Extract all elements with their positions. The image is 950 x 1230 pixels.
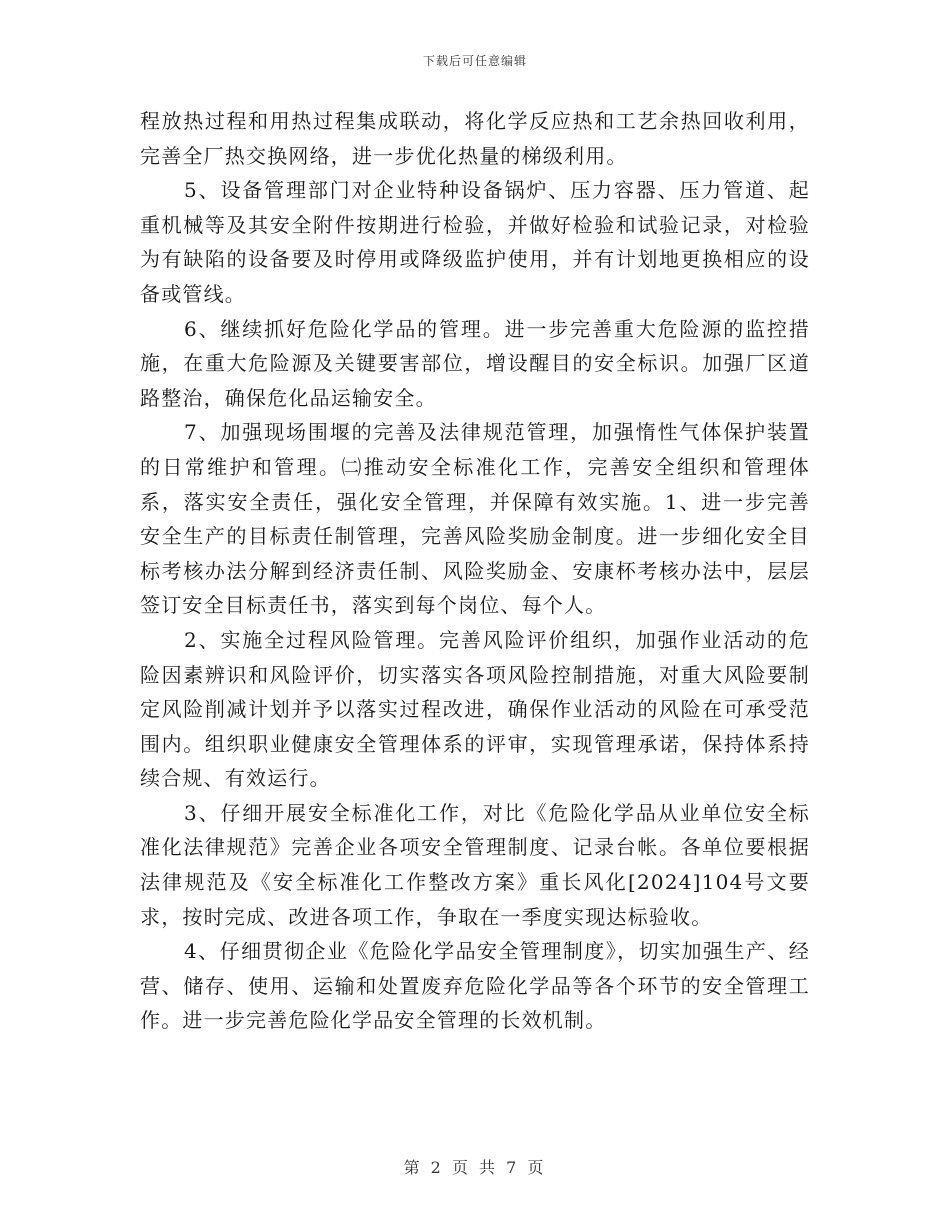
page-number-footer: 第 2 页 共 7 页 bbox=[403, 1158, 547, 1177]
paragraph-item-6: 6、继续抓好危险化学品的管理。进一步完善重大危险源的监控措施，在重大危险源及关键要害部位，增设醒目的安全标识。加强厂区道路整治，确保危化品运输安全。 bbox=[140, 316, 810, 410]
paragraph-item-5: 5、设备管理部门对企业特种设备锅炉、压力容器、压力管道、起重机械等及其安全附件按期进行检验，并做好检验和试验记录，对检验为有缺陷的设备要及时停用或降级监护使用，并有计划地更换相应的设备或管线。 bbox=[140, 178, 810, 306]
paragraph-continuation: 程放热过程和用热过程集成联动，将化学反应热和工艺余热回收利用，完善全厂热交换网络，进一步优化热量的梯级利用。 bbox=[140, 109, 810, 168]
paragraph-hazardous-chemicals: 4、仔细贯彻企业《危险化学品安全管理制度》，切实加强生产、经营、储存、使用、运输和处置废弃危险化学品等各个环节的安全管理工作。进一步完善危险化学品安全管理的长效机制。 bbox=[140, 939, 810, 1033]
paragraph-item-7: 7、加强现场围堰的完善及法律规范管理，加强惰性气体保护装置的日常维护和管理。㈡推动安全标准化工作，完善安全组织和管理体系，落实安全责任，强化安全管理，并保障有效实施。1、进一步完善安全生产的目标责任制管理，完善风险奖励金制度。进一步细化安全目标考核办法分解到经济责任制、风险奖励金、安康杯考核办法中，层层签订安全目标责任书，落实到每个岗位、每个人。 bbox=[140, 420, 810, 618]
paragraph-risk-management: 2、实施全过程风险管理。完善风险评价组织，加强作业活动的危险因素辨识和风险评价，切实落实各项风险控制措施，对重大风险要制定风险削减计划并予以落实过程改进，确保作业活动的风险在可承受范围内。组织职业健康安全管理体系的评审，实现管理承诺，保持体系持续合规、有效运行。 bbox=[140, 627, 810, 791]
page-header: 下载后可任意编辑 bbox=[422, 54, 527, 68]
document-body bbox=[140, 104, 810, 1038]
paragraph-standardization: 3、仔细开展安全标准化工作，对比《危险化学品从业单位安全标准化法律规范》完善企业各项安全管理制度、记录台帐。各单位要根据法律规范及《安全标准化工作整改方案》重长风化[2024]104号文要求，按时完成、改进各项工作，争取在一季度实现达标验收。 bbox=[140, 800, 810, 929]
